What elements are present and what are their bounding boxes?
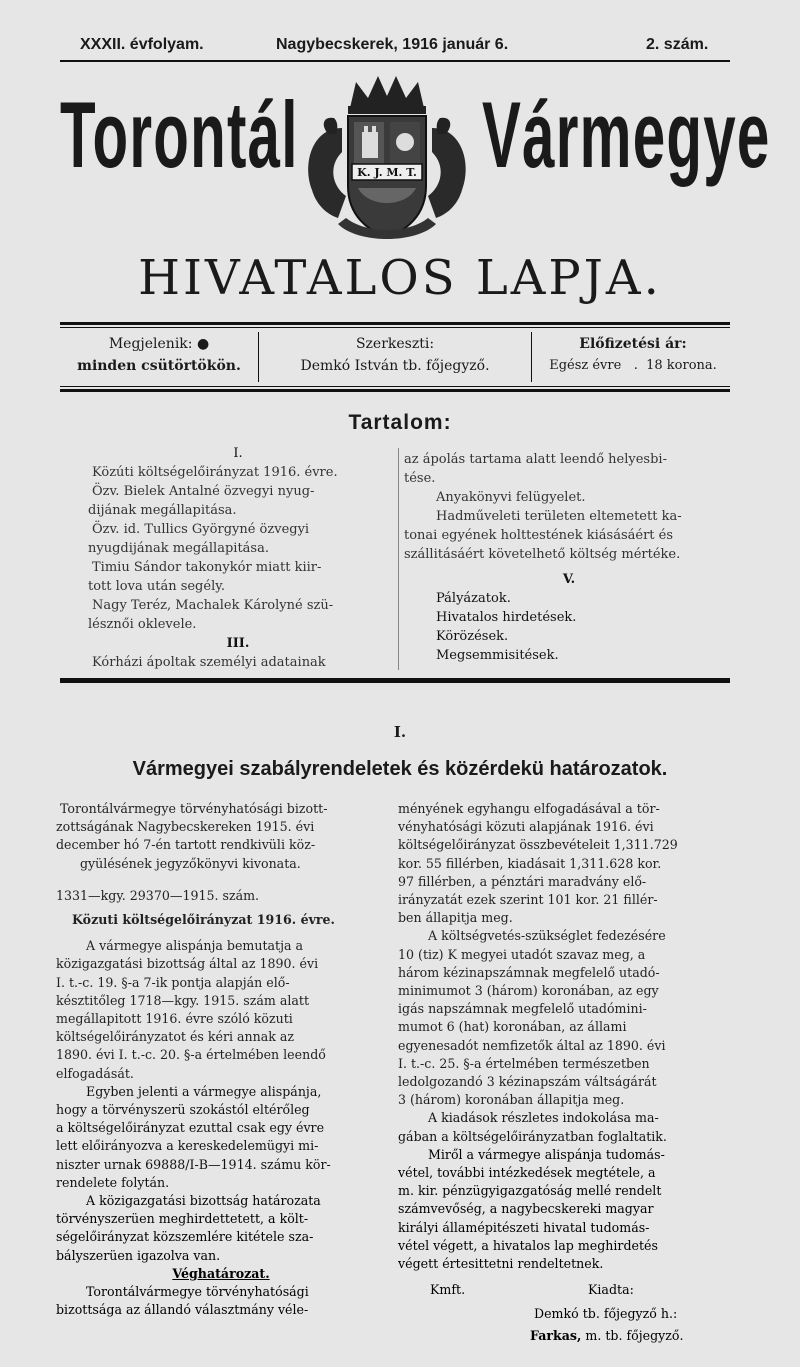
article-left-column — [56, 800, 386, 1319]
toc-right-line: Anyakönyvi felügyelet. — [436, 490, 586, 505]
paragraph-line: egyenesadót nemfizetők által az 1890. évi — [398, 1037, 666, 1053]
toc-right-line: Hivatalos hirdetések. — [436, 610, 577, 625]
paragraph-line: bályszerüen igazolva van. — [56, 1247, 221, 1263]
toc-left-line: nyugdijának megállapitása. — [88, 541, 269, 556]
info-appears — [60, 336, 258, 374]
paragraph-line: vényhatósági közuti alapjának 1916. évi — [398, 819, 654, 835]
paragraph-line: 1890. évi I. t.-c. 20. §-a értelmében leendő — [56, 1047, 326, 1063]
kmft-label: Kmft. — [430, 1282, 466, 1298]
final-resolution-heading: Véghatározat. — [172, 1265, 270, 1281]
info-divider-2 — [531, 332, 532, 382]
toc-right-line: tése. — [404, 471, 436, 486]
paragraph-line: Torontálvármegye törvényhatósági — [86, 1284, 309, 1300]
info-editor — [260, 336, 530, 374]
paragraph-line: számvevőség, a nagybecskereki magyar — [398, 1201, 654, 1217]
paragraph-line: igás napszámnak megfelelő utadómini- — [398, 1001, 647, 1017]
paragraph-line: A kiadások részletes indokolása ma- — [428, 1110, 659, 1126]
paragraph-line: 10 (tiz) K megyei utadót szavaz meg, a — [398, 946, 646, 962]
info-top-rule-thin — [60, 327, 730, 328]
toc-left-column — [88, 444, 388, 672]
toc-left-line: Özv. Bielek Antalné özvegyi nyug- — [92, 484, 315, 499]
article-right-column — [398, 800, 734, 1346]
info-price-label: Előfizetési ár: — [579, 336, 687, 352]
paragraph-line: a költségelőirányzat ezuttal csak egy évre — [56, 1120, 325, 1136]
paragraph-line: Egyben jelenti a vármegye alispánja, — [86, 1083, 322, 1099]
toc-right-line: Megsemmisitések. — [436, 648, 559, 663]
signature-line-2 — [398, 1327, 734, 1345]
paragraph-line: királyi államépitészeti hivatal tudomás- — [398, 1219, 650, 1235]
toc-left-heading: I. — [233, 446, 243, 461]
paragraph-line: ben állapitja meg. — [398, 910, 513, 926]
paragraph-line: ményének egyhangu elfogadásával a tör- — [398, 801, 660, 816]
paragraph-line: I. t.-c. 19. §-a 7-ik pontja alapján elő- — [56, 974, 290, 990]
info-appears-value: minden csütörtökön. — [77, 358, 241, 374]
paragraph-line: vétel végett, a hivatalos lap meghirdetés — [398, 1237, 658, 1253]
paragraph-line: irányzatát ezek szerint 101 kor. 21 fillér- — [398, 892, 658, 908]
paragraph-line: minimumot 3 (három) koronában, az egy — [398, 983, 659, 999]
header-rule — [60, 60, 730, 62]
paragraph-line: A közigazgatási bizottság határozata — [86, 1193, 321, 1209]
paragraph-line: Miről a vármegye alispánja tudomás- — [428, 1146, 665, 1162]
info-bottom-rule — [60, 389, 730, 392]
toc-right-heading: V. — [562, 572, 576, 587]
masthead-subtitle: HIVATALOS LAPJA. — [138, 250, 662, 306]
paragraph-line: ledolgozandó 3 kézinapszám váltságárát — [398, 1074, 657, 1090]
paragraph-line: gában a költségelőirányzatban foglaltatik. — [398, 1128, 667, 1144]
paragraph-line: végett értesittetni rendeltetnek. — [398, 1256, 604, 1272]
section-roman: I. — [393, 723, 407, 741]
toc-right-line: tonai egyének holttestének kiásásáért és — [404, 528, 674, 543]
paragraph-line: 3 (három) koronában állapitja meg. — [398, 1092, 625, 1108]
toc-left-line: tott lova után segély. — [88, 579, 225, 594]
paragraph-line: késztitőleg 1718—kgy. 1915. szám alatt — [56, 992, 310, 1008]
info-editor-label: Szerkeszti: — [355, 336, 435, 352]
toc-left-line: Nagy Teréz, Machalek Károlyné szü- — [92, 598, 334, 613]
info-price — [533, 336, 733, 373]
toc-left-line: Özv. id. Tullics Györgyné özvegyi — [92, 522, 310, 537]
toc-right-line: szállitásáért követelhető költség mértéke. — [404, 547, 681, 562]
toc-divider — [398, 448, 399, 670]
intro-line: gyülésének jegyzőkönyvi kivonata. — [80, 855, 301, 871]
signature-line-1: Demkó tb. főjegyző h.: — [534, 1306, 678, 1322]
intro-line: zottságának Nagybecskereken 1915. évi — [56, 819, 315, 835]
paragraph-line: A költségvetés-szükséglet fedezésére — [428, 928, 666, 944]
paragraph-line: elfogadását. — [56, 1065, 134, 1081]
volume-label: XXXII. évfolyam. — [80, 36, 204, 53]
paragraph-line: A vármegye alispánja bemutatja a — [86, 938, 304, 954]
paragraph-line: törvényszerüen meghirdettetett, a költ- — [56, 1211, 309, 1227]
issued-by-label: Kiadta: — [588, 1282, 634, 1298]
crest-banner-text: K. J. M. T. — [357, 166, 417, 179]
place-date-label: Nagybecskerek, 1916 január 6. — [276, 36, 509, 53]
toc-left-line: Kórházi ápoltak személyi adatainak — [92, 655, 326, 670]
paragraph-line: mumot 6 (hat) koronában, az állami — [398, 1019, 627, 1035]
toc-left-heading-2: III. — [226, 636, 250, 651]
section-title: Vármegyei szabályrendeletek és közérdekü határozatok. — [132, 758, 668, 780]
paragraph-line: ségelőirányzat közszemlére kitétele sza- — [56, 1229, 314, 1245]
toc-right-line: Körözések. — [436, 629, 509, 644]
paragraph-line: költségelőirányzat összbevételeit 1,311.729 — [398, 837, 678, 853]
article-subhead: Közuti költségelőirányzat 1916. évre. — [72, 912, 335, 928]
toc-left-line: lésznői oklevele. — [88, 617, 197, 632]
info-bottom-rule-thin — [60, 386, 730, 387]
info-price-value: Egész évre . 18 korona. — [549, 358, 717, 373]
paragraph-line: hogy a törvényszerü szokástól eltérőleg — [56, 1102, 310, 1118]
paragraph-line: m. kir. pénzügyigazgatóság mellé rendelt — [398, 1183, 662, 1199]
paragraph-line: vétel, további intézkedések megtétele, a — [398, 1165, 656, 1181]
bullet-icon: ● — [196, 336, 210, 352]
masthead-left-word: Torontál — [60, 82, 299, 187]
signature-name: Farkas, — [530, 1328, 582, 1344]
intro-line: Torontálvármegye törvényhatósági bizott- — [60, 801, 328, 816]
paragraph-line: 97 fillérben, a pénztári maradvány elő- — [398, 873, 647, 889]
info-editor-value: Demkó István tb. főjegyző. — [300, 358, 490, 374]
toc-left-line: Közúti költségelőirányzat 1916. évre. — [92, 465, 338, 480]
intro-line: december hó 7-én tartott rendkivüli köz- — [56, 837, 316, 853]
info-divider-1 — [258, 332, 259, 382]
toc-right-column — [404, 450, 734, 665]
paragraph-line: költségelőirányzatot és kéri annak az — [56, 1029, 295, 1045]
issue-number-label: 2. szám. — [646, 36, 709, 53]
toc-title: Tartalom: — [348, 411, 452, 434]
toc-right-line: Hadműveleti területen eltemetett ka- — [436, 509, 682, 524]
reference-number: 1331—kgy. 29370—1915. szám. — [56, 887, 260, 903]
paragraph-line: kor. 55 fillérben, kiadásait 1,311.628 kor. — [398, 855, 662, 871]
toc-left-line: dijának megállapitása. — [88, 503, 237, 518]
info-top-rule — [60, 322, 730, 325]
coat-of-arms-icon — [298, 68, 476, 248]
paragraph-line: bizottsága az állandó választmány véle- — [56, 1302, 309, 1318]
paragraph-line: megállapitott 1916. évre szóló közuti — [56, 1011, 293, 1027]
toc-right-line: az ápolás tartama alatt leendő helyesbi- — [404, 452, 667, 467]
paragraph-line: niszter urnak 69888/I-B—1914. számu kör- — [56, 1156, 331, 1172]
signature-title: m. tb. főjegyző. — [581, 1328, 684, 1344]
paragraph-line: lett előirányozva a kereskedelemügyi mi- — [56, 1138, 319, 1154]
paragraph-line: rendelete folytán. — [56, 1174, 170, 1190]
toc-bottom-rule — [60, 678, 730, 683]
paragraph-line: három kézinapszámnak megfelelő utadó- — [398, 964, 660, 980]
toc-right-line: Pályázatok. — [436, 591, 511, 606]
paragraph-line: közigazgatási bizottság által az 1890. évi — [56, 956, 319, 972]
info-appears-label: Megjelenik: ● — [108, 336, 210, 352]
signature-row — [398, 1281, 734, 1299]
paragraph-line: I. t.-c. 25. §-a értelmében természetben — [398, 1055, 650, 1071]
masthead-right-word: Vármegye — [482, 82, 771, 187]
toc-left-line: Timiu Sándor takonykór miatt kiir- — [92, 560, 322, 575]
